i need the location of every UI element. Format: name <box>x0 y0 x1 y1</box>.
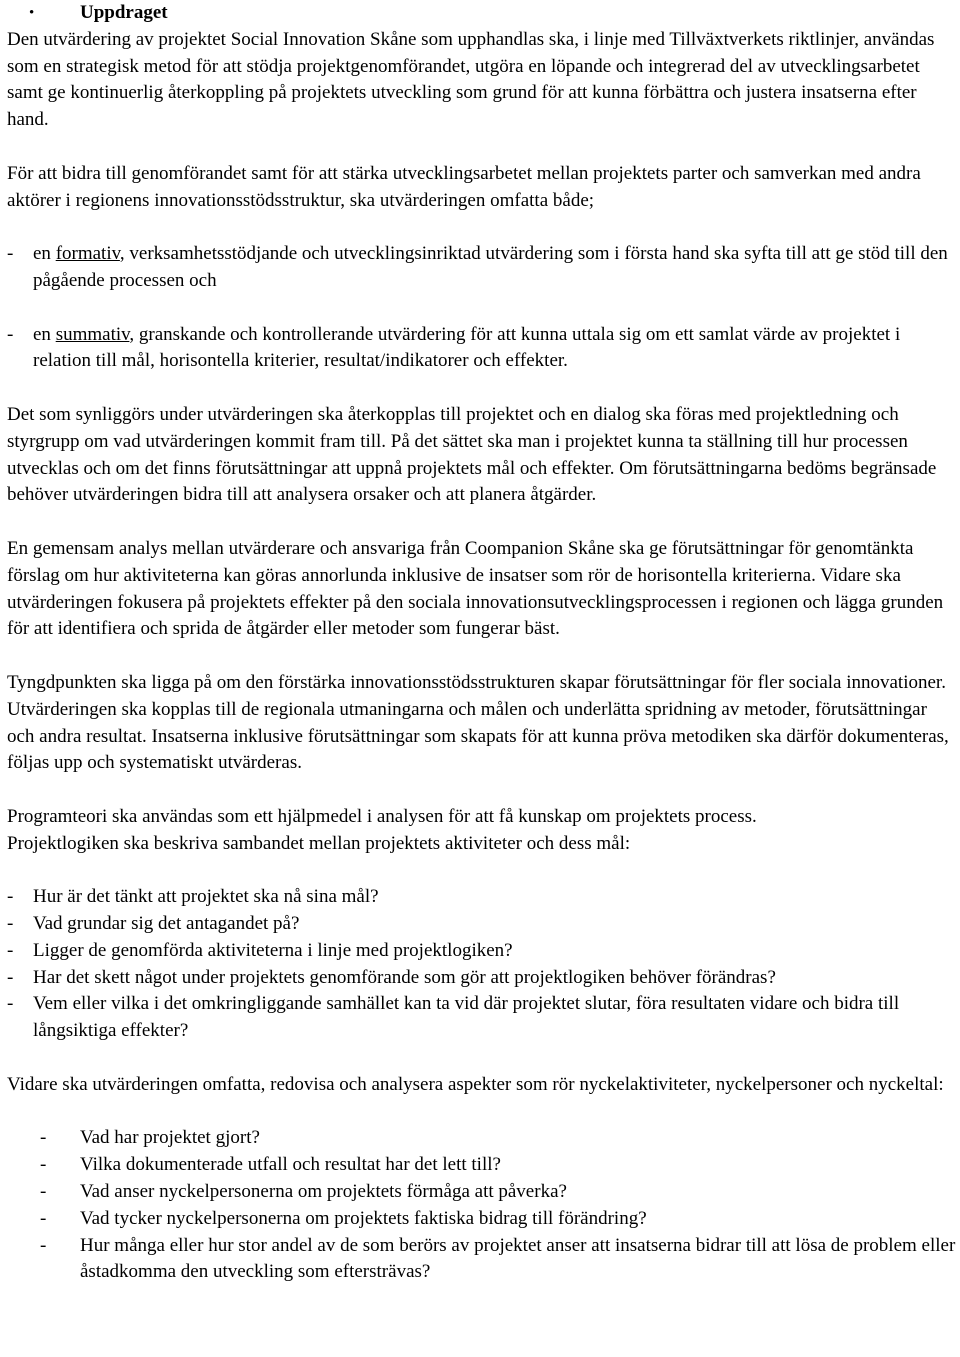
list-item <box>7 1152 957 1179</box>
list-item-text: Vad har projektet gjort? <box>80 1127 260 1149</box>
list-item <box>7 884 957 911</box>
list-item <box>7 938 957 965</box>
dash-marker: - <box>7 966 14 988</box>
dash-marker: - <box>7 913 14 935</box>
paragraph-feedback: Det som synliggörs under utvärderingen ska återkopplas till projektet och en dialog ska föras med projektledning och styrgrupp om vad utvärderingen kommit fram till. På det sättet ska man i projektet kunna ta ställning till hur processen utvecklas och om det finns förutsättningar att uppnå projektets mål och effekter. Om förutsättningarna bedöms begränsade behöver utvärderingen bidra till att analysera orsaker och att planera åtgärder. <box>7 403 937 506</box>
dash-marker: - <box>7 993 14 1015</box>
section-heading: Uppdraget <box>80 2 168 23</box>
list-item <box>7 1179 957 1206</box>
paragraph-focus: Tyngdpunkten ska ligga på om den förstärka innovationsstödsstrukturen skapar förutsättningar för fler sociala innovationer. Utvärderingen ska kopplas till de regionala utmaningarna och målen och underlätta spridning av metoder, förutsättningar och andra resultat. Insatserna inklusive förutsättningar som skapats för att kunna pröva metodiken ska därför dokumenteras, följas upp och systematiskt utvärderas. <box>7 671 949 774</box>
list-item-text: Hur är det tänkt att projektet ska nå sina mål? <box>33 886 379 908</box>
bullet-icon: • <box>29 5 35 21</box>
item-text: , verksamhetsstödjande och utvecklingsinriktad utvärdering som i första hand ska syfta till att ge stöd till den pågående processen och <box>33 243 948 291</box>
term-formativ: formativ <box>55 243 120 265</box>
dash-marker: - <box>7 886 14 908</box>
paragraph-intro: Den utvärdering av projektet Social Innovation Skåne som upphandlas ska, i linje med Tillväxtverkets riktlinjer, användas som en strategisk metod för att stödja projektgenomförandet, utgöra en löpande och integrerad del av utvecklingsarbetet samt ge kontinuerlig återkoppling på projektets utveckling som grund för att kunna förbättra och justera insatserna efter hand. <box>7 28 935 131</box>
dash-marker: - <box>40 1234 47 1256</box>
list-item <box>7 965 957 992</box>
list-item-text: Vad anser nyckelpersonerna om projektets förmåga att påverka? <box>80 1181 567 1203</box>
evaluation-type-item <box>7 241 957 295</box>
list-item-text: Har det skett något under projektets genomförande som gör att projektlogiken behöver förändras? <box>33 966 776 988</box>
list-item <box>7 911 957 938</box>
term-summativ: summativ <box>55 323 130 345</box>
item-prefix: en <box>33 243 56 265</box>
list-item <box>7 1206 957 1233</box>
dash-marker: - <box>7 323 14 345</box>
dash-marker: - <box>40 1207 47 1229</box>
section-heading-row <box>7 0 957 27</box>
list-item-text: Vilka dokumenterade utfall och resultat har det lett till? <box>80 1154 501 1176</box>
logic-questions-list <box>7 884 957 1045</box>
list-item-text: Vad tycker nyckelpersonerna om projektets faktiska bidrag till förändring? <box>80 1207 647 1229</box>
paragraph-joint-analysis: En gemensam analys mellan utvärderare och ansvariga från Coompanion Skåne ska ge förutsättningar för genomtänkta förslag om hur aktiviteterna kan göras annorlunda inklusive de insatser som rör de horisontella kriterierna. Vidare ska utvärderingen fokusera på projektets effekter på den sociala innovationsutvecklingsprocessen i regionen och lägga grunden för att identifiera och sprida de åtgärder eller metoder som fungerar bäst. <box>7 537 944 640</box>
item-prefix: en <box>33 323 56 345</box>
list-item-text: Hur många eller hur stor andel av de som berörs av projektet anser att insatserna bidrar till att lösa de problem eller åstadkomma den utveckling som eftersträvas? <box>80 1234 956 1283</box>
dash-marker: - <box>7 939 14 961</box>
dash-marker: - <box>7 243 14 265</box>
paragraph-program-theory: Programteori ska användas som ett hjälpmedel i analysen för att få kunskap om projektets process. <box>7 805 757 827</box>
list-item <box>7 1125 957 1152</box>
paragraph-scope: För att bidra till genomförandet samt för att stärka utvecklingsarbetet mellan projektets parter och samverkan med andra aktörer i regionens innovationsstödsstruktur, ska utvärderingen omfatta både; <box>7 162 921 211</box>
list-item <box>7 1233 957 1287</box>
item-text: , granskande och kontrollerande utvärdering för att kunna uttala sig om ett samlat värde av projektet i relation till mål, horisontella kriterier, resultat/indikatorer och effekter. <box>33 323 901 372</box>
dash-marker: - <box>40 1181 47 1203</box>
paragraph-key-aspects: Vidare ska utvärderingen omfatta, redovisa och analysera aspekter som rör nyckelaktiviteter, nyckelpersoner och nyckeltal: <box>7 1073 944 1095</box>
list-item-text: Vad grundar sig det antagandet på? <box>33 913 300 935</box>
list-item <box>7 991 957 1045</box>
dash-marker: - <box>40 1154 47 1176</box>
evaluation-type-item <box>7 322 957 376</box>
dash-marker: - <box>40 1127 47 1149</box>
list-item-text: Ligger de genomförda aktiviteterna i linje med projektlogiken? <box>33 939 513 961</box>
key-questions-list <box>7 1125 957 1286</box>
document-page <box>7 0 957 1286</box>
paragraph-project-logic: Projektlogiken ska beskriva sambandet mellan projektets aktiviteter och dess mål: <box>7 832 631 854</box>
list-item-text: Vem eller vilka i det omkringliggande samhället kan ta vid där projektet slutar, föra resultaten vidare och bidra till långsiktiga effekter? <box>33 993 900 1042</box>
